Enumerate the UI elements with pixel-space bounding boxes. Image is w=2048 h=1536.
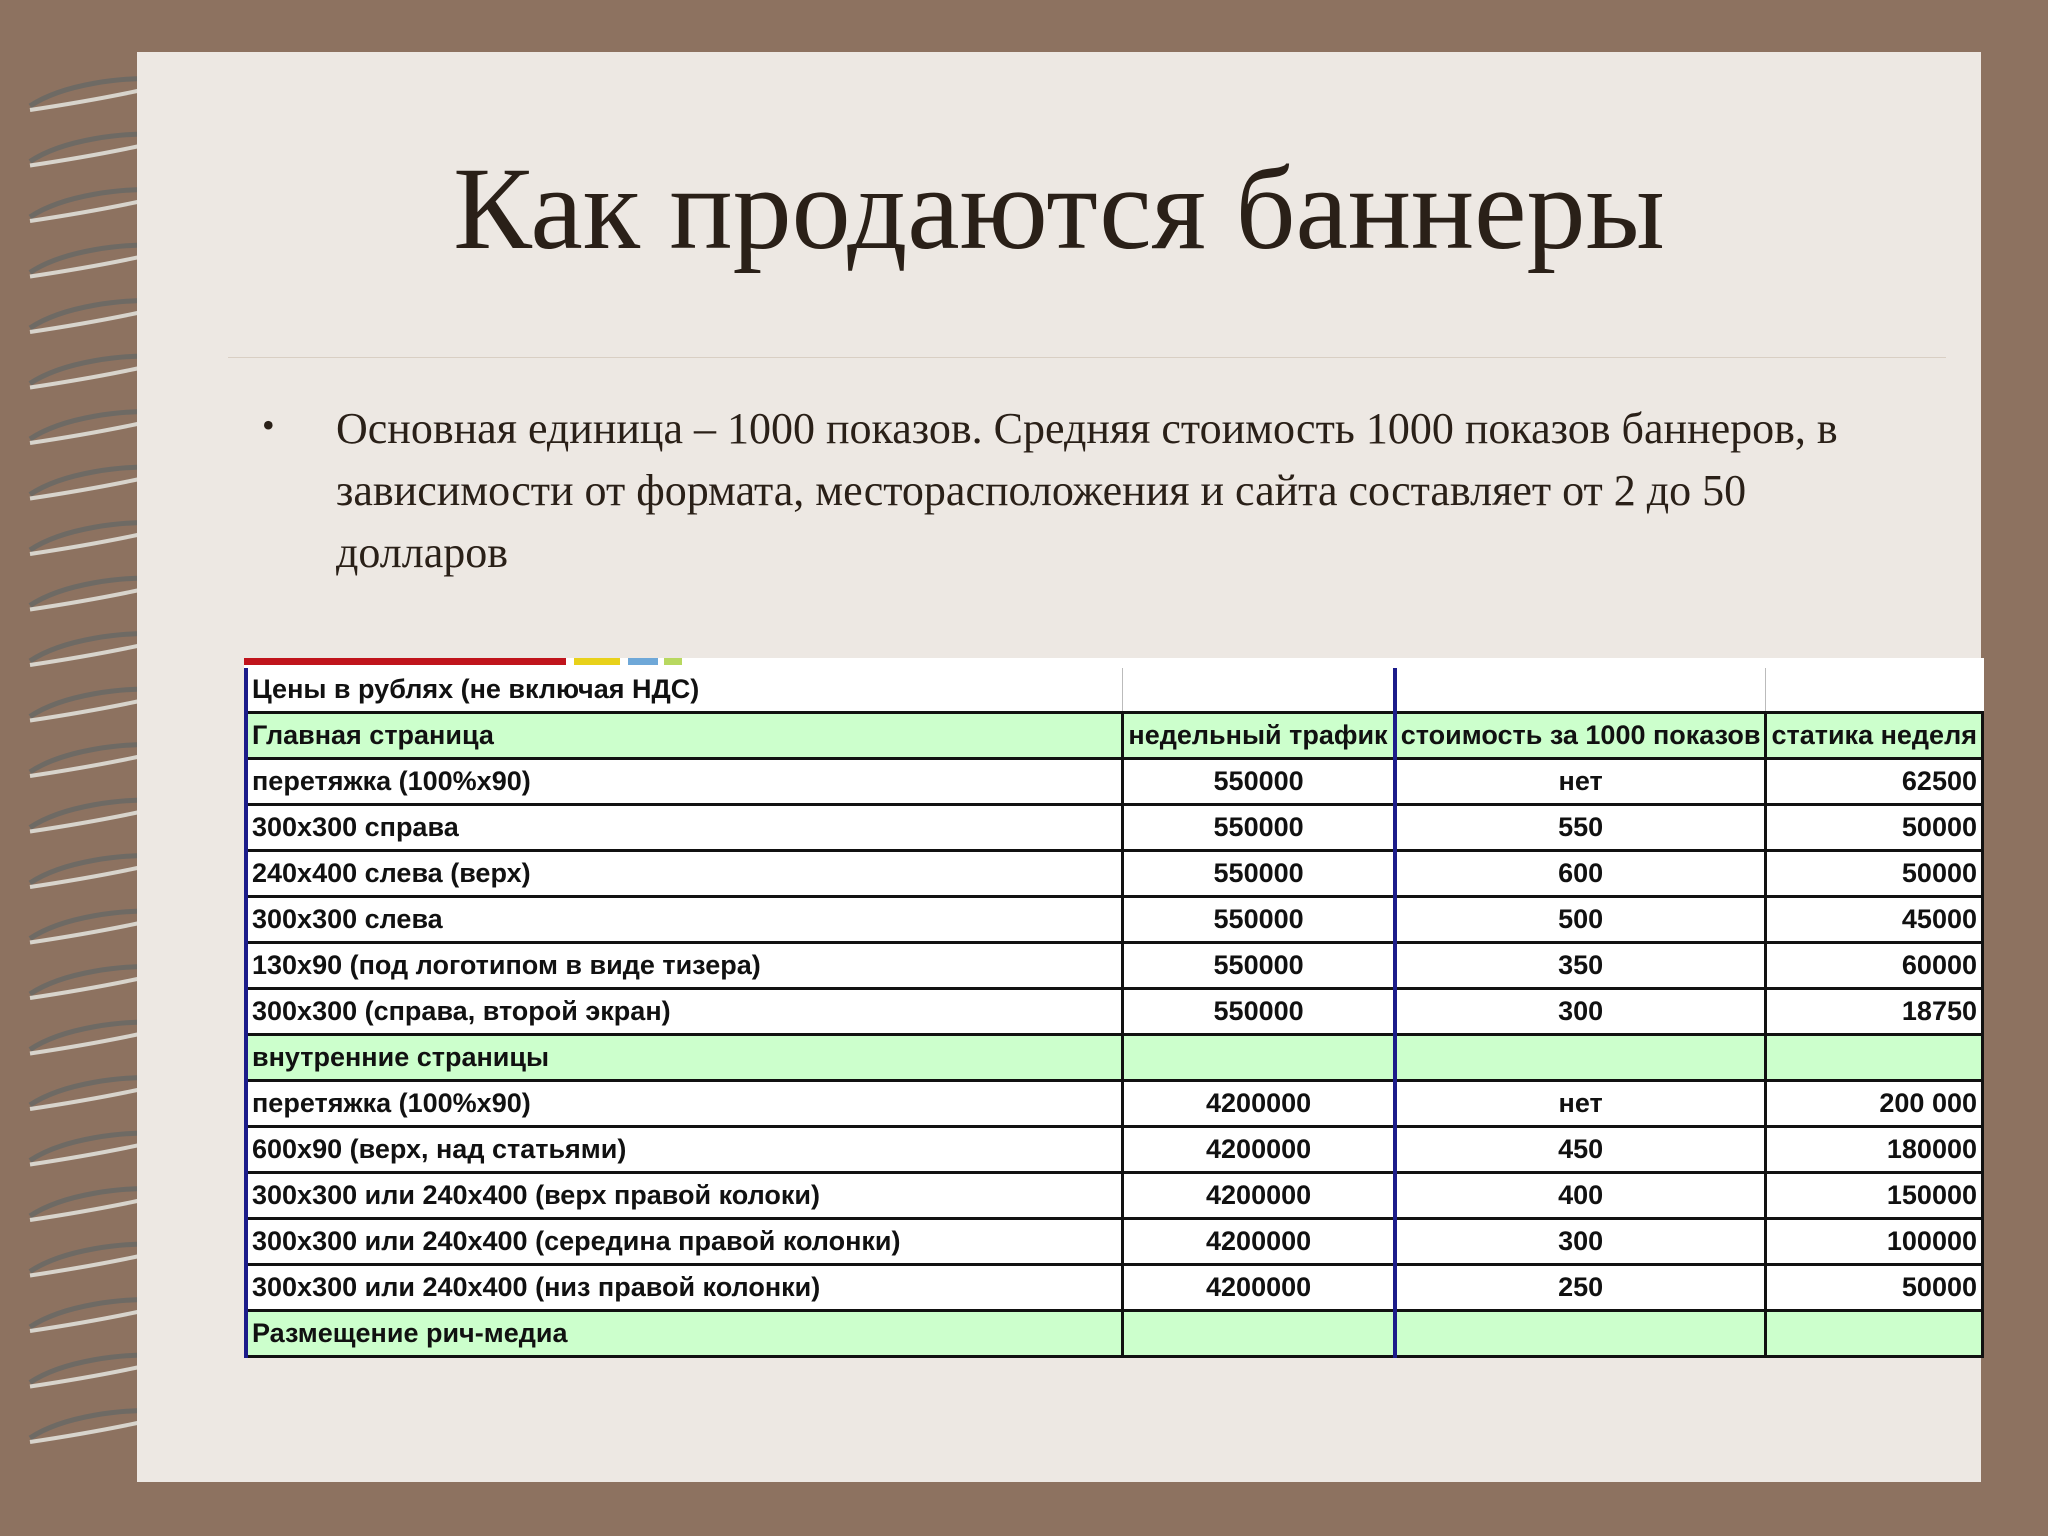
- empty-cell: [1395, 1035, 1766, 1081]
- row-week: 200 000: [1766, 1081, 1983, 1127]
- table-row: [246, 989, 1983, 1035]
- row-traffic: 4200000: [1123, 1127, 1395, 1173]
- title-divider: [228, 357, 1946, 358]
- row-traffic: 4200000: [1123, 1219, 1395, 1265]
- table-caption: Цены в рублях (не включая НДС): [246, 668, 1123, 713]
- row-cpm: 450: [1395, 1127, 1766, 1173]
- row-week: 45000: [1766, 897, 1983, 943]
- row-traffic: 550000: [1123, 943, 1395, 989]
- row-name: 130x90 (под логотипом в виде тизера): [246, 943, 1123, 989]
- row-traffic: 4200000: [1123, 1265, 1395, 1311]
- row-week: 100000: [1766, 1219, 1983, 1265]
- row-cpm: 250: [1395, 1265, 1766, 1311]
- row-name: 300x300 или 240x400 (низ правой колонки): [246, 1265, 1123, 1311]
- price-table-image: [244, 658, 1984, 1356]
- table-row: [246, 1265, 1983, 1311]
- row-name: 300x300 слева: [246, 897, 1123, 943]
- row-traffic: 4200000: [1123, 1173, 1395, 1219]
- table-row: [246, 1081, 1983, 1127]
- table-caption-row: [246, 668, 1983, 713]
- row-cpm: 300: [1395, 1219, 1766, 1265]
- row-cpm: нет: [1395, 759, 1766, 805]
- row-name: перетяжка (100%x90): [246, 759, 1123, 805]
- empty-cell: [1766, 1311, 1983, 1357]
- table-row: [246, 897, 1983, 943]
- row-week: 150000: [1766, 1173, 1983, 1219]
- row-cpm: 600: [1395, 851, 1766, 897]
- table-row: [246, 759, 1983, 805]
- header-week: статика неделя: [1766, 713, 1983, 759]
- row-name: 600x90 (верх, над статьями): [246, 1127, 1123, 1173]
- empty-cell: [1395, 1311, 1766, 1357]
- table-row: [246, 851, 1983, 897]
- row-traffic: 4200000: [1123, 1081, 1395, 1127]
- row-name: 300x300 или 240x400 (середина правой колонки): [246, 1219, 1123, 1265]
- section-label-inner: внутренние страницы: [246, 1035, 1123, 1081]
- row-traffic: 550000: [1123, 989, 1395, 1035]
- section-header-row: [246, 1035, 1983, 1081]
- section-label-main: Главная страница: [246, 713, 1123, 759]
- row-traffic: 550000: [1123, 897, 1395, 943]
- row-traffic: 550000: [1123, 759, 1395, 805]
- row-cpm: 550: [1395, 805, 1766, 851]
- slide-title: Как продаются баннеры: [453, 143, 1665, 274]
- bullet-marker: •: [262, 405, 275, 445]
- empty-cell: [1123, 668, 1395, 713]
- row-week: 18750: [1766, 989, 1983, 1035]
- table-row: [246, 1219, 1983, 1265]
- price-table: [244, 668, 1984, 1358]
- section-label-richmedia: Размещение рич-медиа: [246, 1311, 1123, 1357]
- row-name: 300x300 справа: [246, 805, 1123, 851]
- table-row: [246, 1173, 1983, 1219]
- section-header-row: [246, 713, 1983, 759]
- header-traffic: недельный трафик: [1123, 713, 1395, 759]
- row-cpm: 500: [1395, 897, 1766, 943]
- sheet-tab-strip: [244, 658, 694, 665]
- empty-cell: [1123, 1035, 1395, 1081]
- row-cpm: нет: [1395, 1081, 1766, 1127]
- empty-cell: [1395, 668, 1766, 713]
- section-header-row: [246, 1311, 1983, 1357]
- header-cpm: стоимость за 1000 показов: [1395, 713, 1766, 759]
- table-row: [246, 805, 1983, 851]
- row-week: 50000: [1766, 1265, 1983, 1311]
- table-row: [246, 943, 1983, 989]
- row-week: 180000: [1766, 1127, 1983, 1173]
- bullet-text: Основная единица – 1000 показов. Средняя стоимость 1000 показов баннеров, в зависимости от формата, месторасположения и сайта составляет от 2 до 50 долларов: [336, 404, 1838, 577]
- empty-cell: [1766, 668, 1983, 713]
- row-traffic: 550000: [1123, 851, 1395, 897]
- row-cpm: 300: [1395, 989, 1766, 1035]
- row-traffic: 550000: [1123, 805, 1395, 851]
- row-week: 50000: [1766, 805, 1983, 851]
- empty-cell: [1123, 1311, 1395, 1357]
- row-week: 60000: [1766, 943, 1983, 989]
- empty-cell: [1766, 1035, 1983, 1081]
- table-row: [246, 1127, 1983, 1173]
- row-name: 240x400 слева (верх): [246, 851, 1123, 897]
- row-name: 300x300 (справа, второй экран): [246, 989, 1123, 1035]
- row-week: 62500: [1766, 759, 1983, 805]
- row-cpm: 400: [1395, 1173, 1766, 1219]
- row-name: 300x300 или 240x400 (верх правой колоки): [246, 1173, 1123, 1219]
- row-name: перетяжка (100%x90): [246, 1081, 1123, 1127]
- row-cpm: 350: [1395, 943, 1766, 989]
- row-week: 50000: [1766, 851, 1983, 897]
